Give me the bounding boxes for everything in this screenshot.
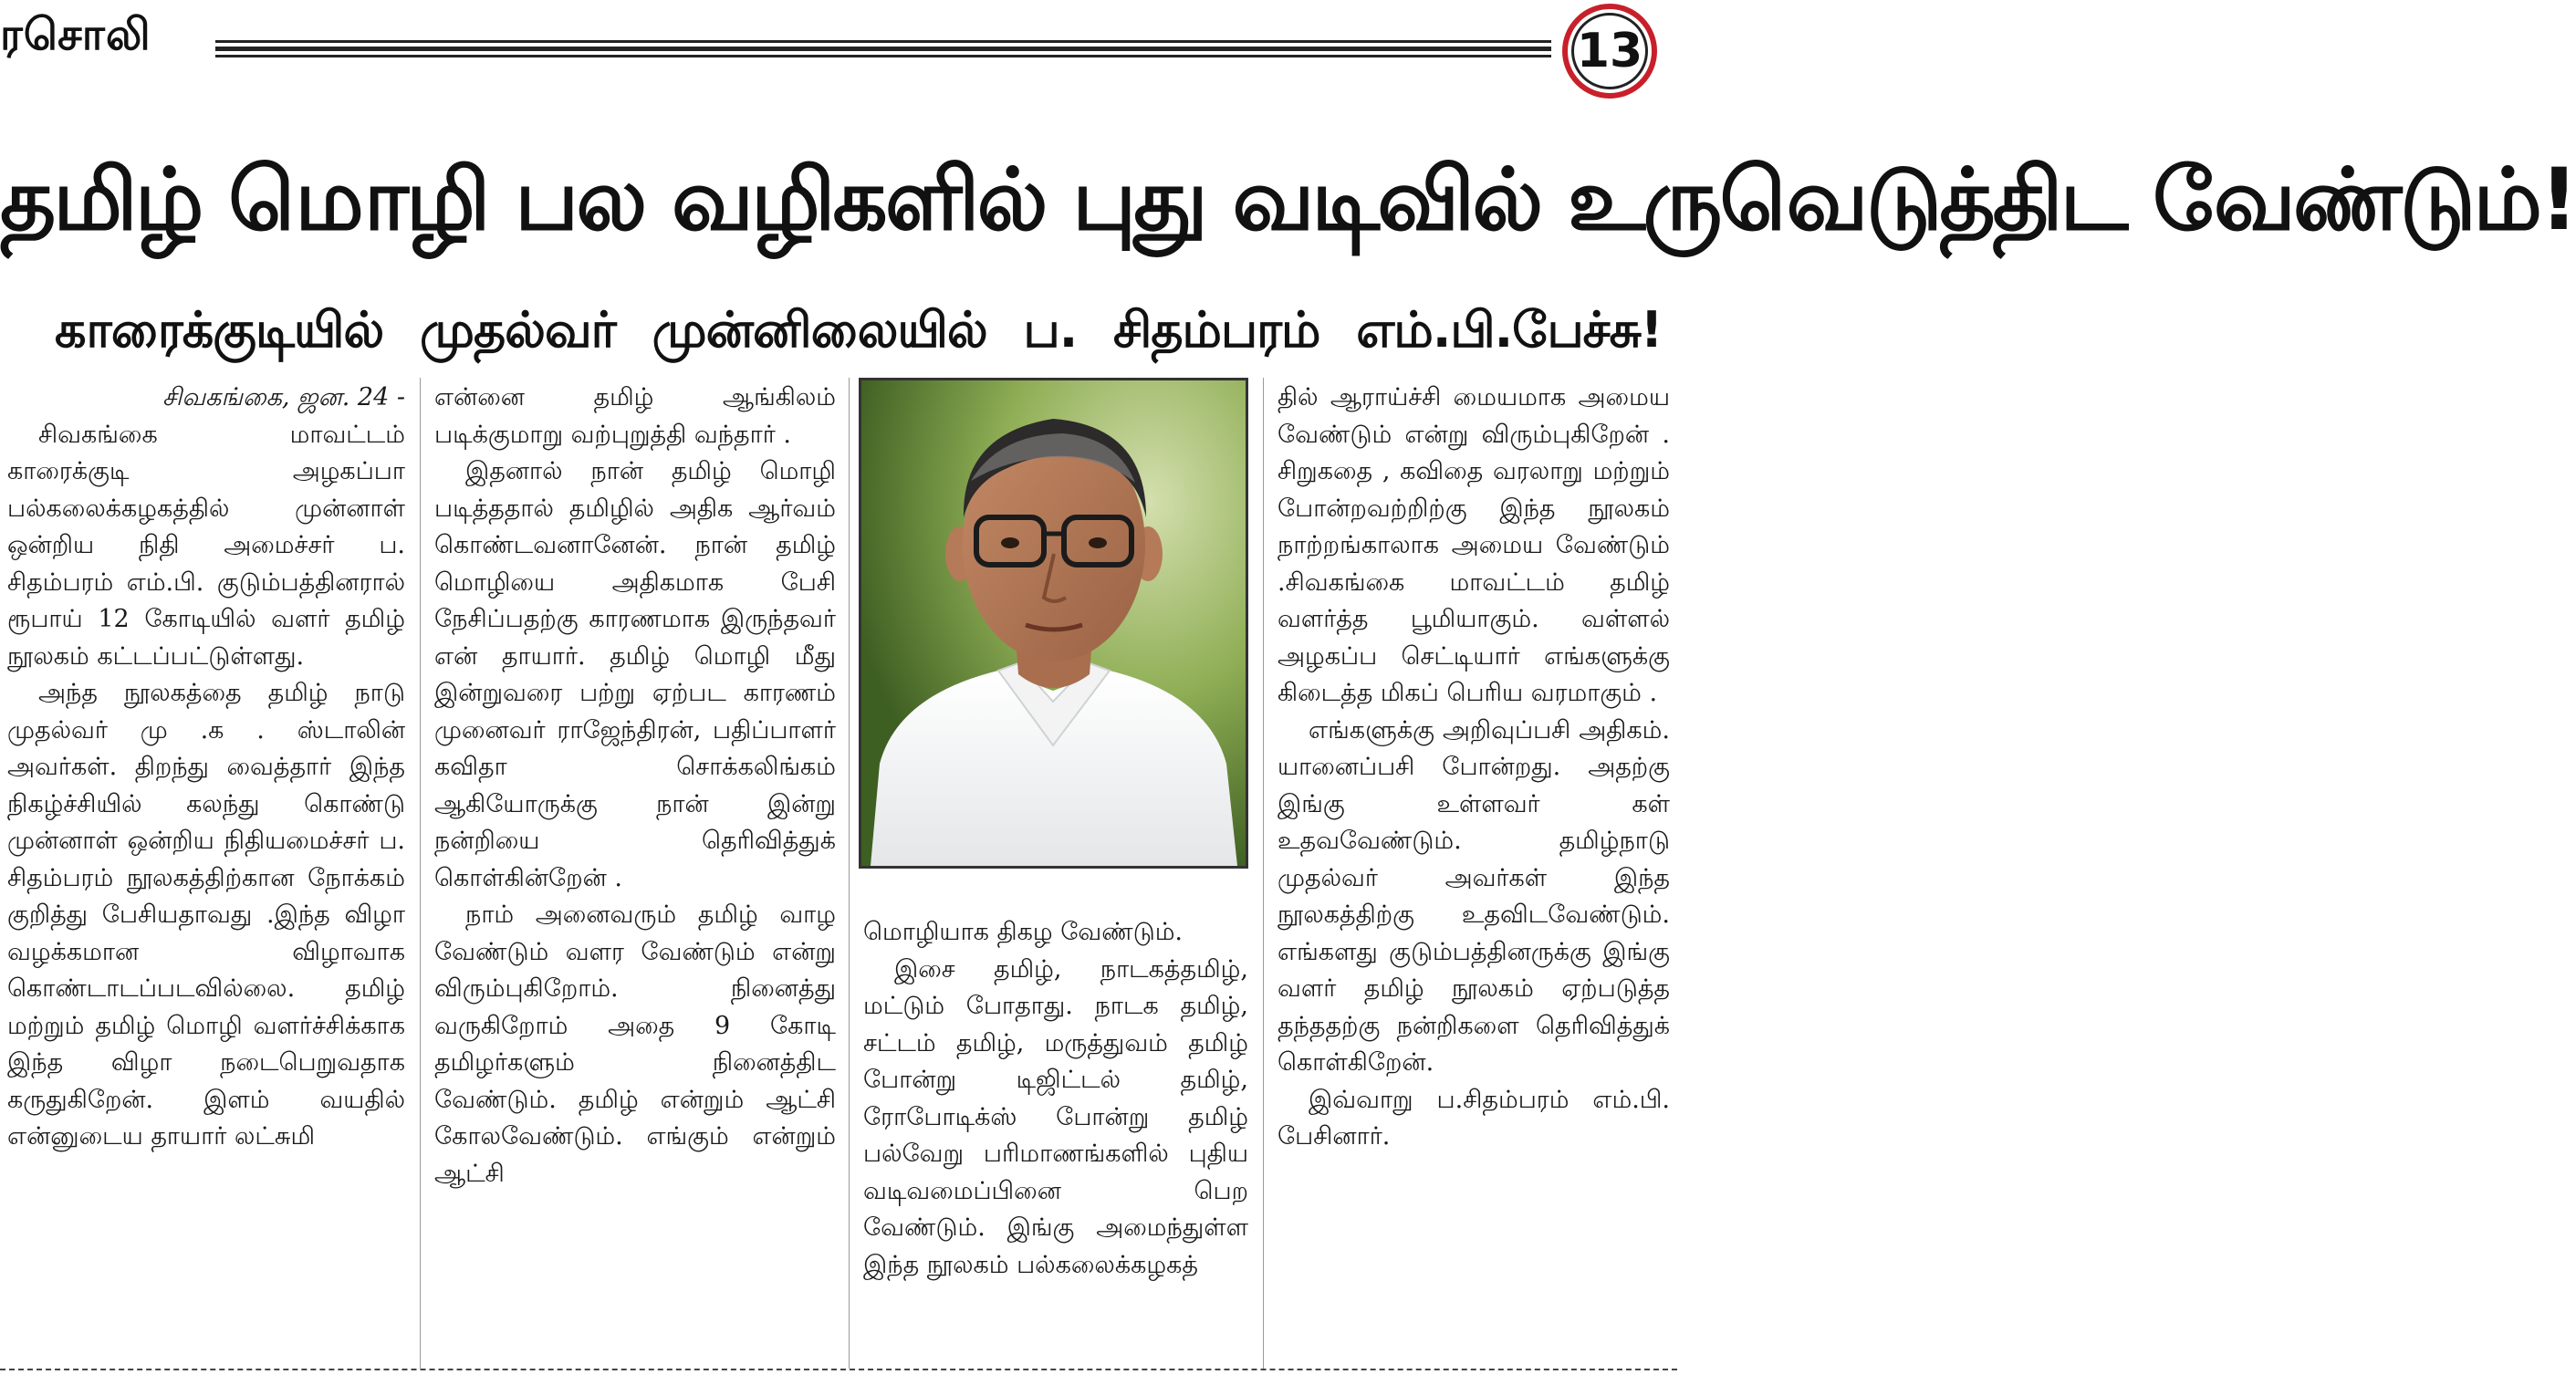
article-subheadline: காரைக்குடியில் முதல்வர் முன்னிலையில் ப. சிதம்பரம் எம்.பி.பேச்சு!	[55, 301, 1663, 359]
paragraph: மொழியாக திகழ வேண்டும்.	[863, 918, 1184, 946]
paragraph: சிவகங்கை மாவட்டம் காரைக்குடி அழகப்பா பல்கலைக்கழகத்தில் முன்னாள் ஒன்றிய நிதி அமைச்சர் ப. சிதம்பரம் எம்.பி. குடும்பத்தினரால் ரூபாய் 12 கோடியில் வளர் தமிழ் நூலகம் கட்டப்பட்டுள்ளது.	[7, 420, 405, 671]
speaker-photo	[859, 378, 1248, 869]
paragraph: இசை தமிழ், நாடகத்தமிழ், மட்டும் போதாது. நாடக தமிழ், சட்டம் தமிழ், மருத்துவம் தமிழ் போன்று டிஜிட்டல் தமிழ், ரோபோடிக்ஸ் போன்று தமிழ் பல்வேறு பரிமாணங்களில் புதிய வடிவமைப்பினை பெற வேண்டும். இங்கு அமைந்துள்ள இந்த நூலகம் பல்கலைக்கழகத்	[863, 954, 1248, 1279]
article-column-2	[434, 380, 836, 1365]
paragraph: என்னை தமிழ் ஆங்கிலம் படிக்குமாறு வற்புறுத்தி வந்தார் .	[434, 383, 836, 449]
portrait-illustration	[861, 380, 1246, 866]
rule-line	[215, 40, 1551, 43]
paragraph: இவ்வாறு ப.சிதம்பரம் எம்.பி. பேசினார்.	[1278, 1085, 1670, 1151]
paragraph: தில் ஆராய்ச்சி மையமாக அமைய வேண்டும் என்று விரும்புகிறேன் . சிறுகதை , கவிதை வரலாறு மற்றும் போன்றவற்றிற்கு இந்த நூலகம் நாற்றங்காலாக அமைய வேண்டும் .சிவகங்கை மாவட்டம் தமிழ் வளர்த்த பூமியாகும். வள்ளல் அழகப்ப செட்டியார் எங்களுக்கு கிடைத்த மிகப் பெரிய வரமாகும் .	[1278, 383, 1670, 707]
paragraph: எங்களுக்கு அறிவுப்பசி அதிகம். யானைப்பசி போன்றது. அதற்கு இங்கு உள்ளவர் கள் உதவவேண்டும். தமிழ்நாடு முதல்வர் அவர்கள் இந்த நூலகத்திற்கு உதவிடவேண்டும். எங்களது குடும்பத்தினருக்கு இங்கு வளர் தமிழ் நூலகம் ஏற்படுத்த தந்ததற்கு நன்றிகளை தெரிவித்துக் கொள்கிறேன்.	[1278, 715, 1670, 1077]
column-divider	[849, 378, 850, 1369]
article-column-4	[1278, 380, 1670, 1365]
page-number-badge	[1562, 4, 1657, 99]
newspaper-name: ரசொலி	[0, 9, 151, 60]
masthead-rule	[215, 40, 1551, 58]
article-dateline: சிவகங்கை, ஜன. 24 -	[162, 383, 405, 411]
bottom-rule	[0, 1369, 1677, 1370]
column-divider	[420, 378, 421, 1369]
rule-line	[215, 47, 1551, 51]
rule-line	[215, 55, 1551, 57]
paragraph: நாம் அனைவரும் தமிழ் வாழ வேண்டும் வளர வேண்டும் என்று விரும்புகிறோம். நினைத்து வருகிறோம் அதை 9 கோடி தமிழர்களும் நினைத்திட வேண்டும். தமிழ் என்றும் ஆட்சி கோலவேண்டும். எங்கும் என்றும் ஆட்சி	[434, 901, 836, 1188]
page-number: 13	[1571, 13, 1648, 89]
masthead	[0, 0, 1677, 108]
paragraph: அந்த நூலகத்தை தமிழ் நாடு முதல்வர் மு .க . ஸ்டாலின் அவர்கள். திறந்து வைத்தார் இந்த நிகழ்ச்சியில் கலந்து கொண்டு முன்னாள் ஒன்றிய நிதியமைச்சர் ப. சிதம்பரம் நூலகத்திற்கான நோக்கம் குறித்து பேசியதாவது .இந்த விழா வழக்கமான விழாவாக கொண்டாடப்படவில்லை. தமிழ் மற்றும் தமிழ் மொழி வளர்ச்சிக்காக இந்த விழா நடைபெறுவதாக கருதுகிறேன். இளம் வயதில் என்னுடைய தாயார் லட்சுமி	[7, 679, 405, 1151]
article-column-3	[863, 914, 1248, 1365]
article-headline: தமிழ் மொழி பல வழிகளில் புது வடிவில் உருவெடுத்திட வேண்டும்!	[0, 151, 2576, 250]
column-divider	[1263, 378, 1264, 1369]
paragraph: இதனால் நான் தமிழ் மொழி படித்ததால் தமிழில் அதிக ஆர்வம் கொண்டவனானேன். நான் தமிழ் மொழியை அதிகமாக பேசி நேசிப்பதற்கு காரணமாக இருந்தவர் என் தாயார். தமிழ் மொழி மீது இன்றுவரை பற்று ஏற்பட காரணம் முனைவர் ராஜேந்திரன், பதிப்பாளர் கவிதா சொக்கலிங்கம் ஆகியோருக்கு நான் இன்று நன்றியை தெரிவித்துக் கொள்கின்றேன் .	[434, 457, 836, 892]
article-column-1	[7, 380, 405, 1365]
